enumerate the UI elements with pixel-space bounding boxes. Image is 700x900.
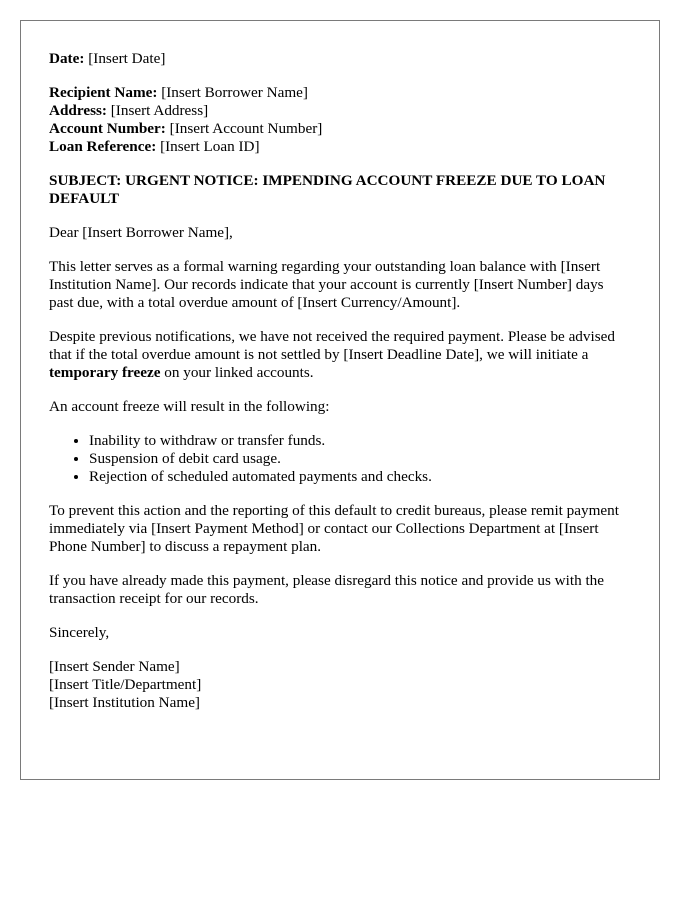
list-item: • Suspension of debit card usage. xyxy=(89,450,631,468)
sender-title: [Insert Title/Department] xyxy=(49,676,202,693)
temporary-freeze-emphasis: temporary freeze xyxy=(49,364,161,381)
letter-page xyxy=(20,20,660,780)
list-intro: An account freeze will result in the following: xyxy=(49,398,330,415)
account-number-label: Account Number: xyxy=(49,120,166,137)
loan-reference-value: [Insert Loan ID] xyxy=(160,138,260,155)
recipient-name-line xyxy=(49,84,631,102)
account-number-line xyxy=(49,120,631,138)
address-value: [Insert Address] xyxy=(110,102,209,119)
salutation: Dear [Insert Borrower Name], xyxy=(49,224,233,241)
subject-line: SUBJECT: URGENT NOTICE: IMPENDING ACCOUNT FREEZE DUE TO LOAN DEFAULT xyxy=(49,172,606,207)
sender-institution: [Insert Institution Name] xyxy=(49,694,200,711)
signature-block xyxy=(49,658,631,712)
account-number-value: [Insert Account Number] xyxy=(169,120,323,137)
sender-name: [Insert Sender Name] xyxy=(49,658,180,675)
consequences-list xyxy=(49,432,631,486)
recipient-name-label: Recipient Name: xyxy=(49,84,158,101)
paragraph-freeze-notice xyxy=(49,328,631,382)
list-item: • Inability to withdraw or transfer funds. xyxy=(89,432,631,450)
list-item: • Rejection of scheduled automated payments and checks. xyxy=(89,468,631,486)
address-line xyxy=(49,102,631,120)
recipient-name-value: [Insert Borrower Name] xyxy=(161,84,308,101)
date-line xyxy=(49,50,631,68)
closing: Sincerely, xyxy=(49,624,110,641)
recipient-block xyxy=(49,84,631,156)
paragraph-disregard: If you have already made this payment, please disregard this notice and provide us with the transaction receipt for our records. xyxy=(49,572,605,607)
address-label: Address: xyxy=(49,102,107,119)
loan-reference-label: Loan Reference: xyxy=(49,138,157,155)
date-value: [Insert Date] xyxy=(88,50,166,67)
date-label: Date: xyxy=(49,50,85,67)
paragraph-freeze-text-before: Despite previous notifications, we have not received the required payment. Please be advised that if the total overdue amount is not settled by [Insert Deadline Date], we will initiate a xyxy=(49,328,615,363)
paragraph-remit-payment: To prevent this action and the reporting of this default to credit bureaus, please remit payment immediately via [Insert Payment Method] or contact our Collections Department at [Insert Phone Number] to discuss a repayment plan. xyxy=(49,502,619,555)
loan-reference-line xyxy=(49,138,631,156)
paragraph-warning: This letter serves as a formal warning regarding your outstanding loan balance with [Insert Institution Name]. Our records indicate that your account is currently [Insert Number] days past due, with a total overdue amount of [Insert Currency/Amount]. xyxy=(49,258,604,311)
paragraph-freeze-text-after: on your linked accounts. xyxy=(160,364,314,381)
